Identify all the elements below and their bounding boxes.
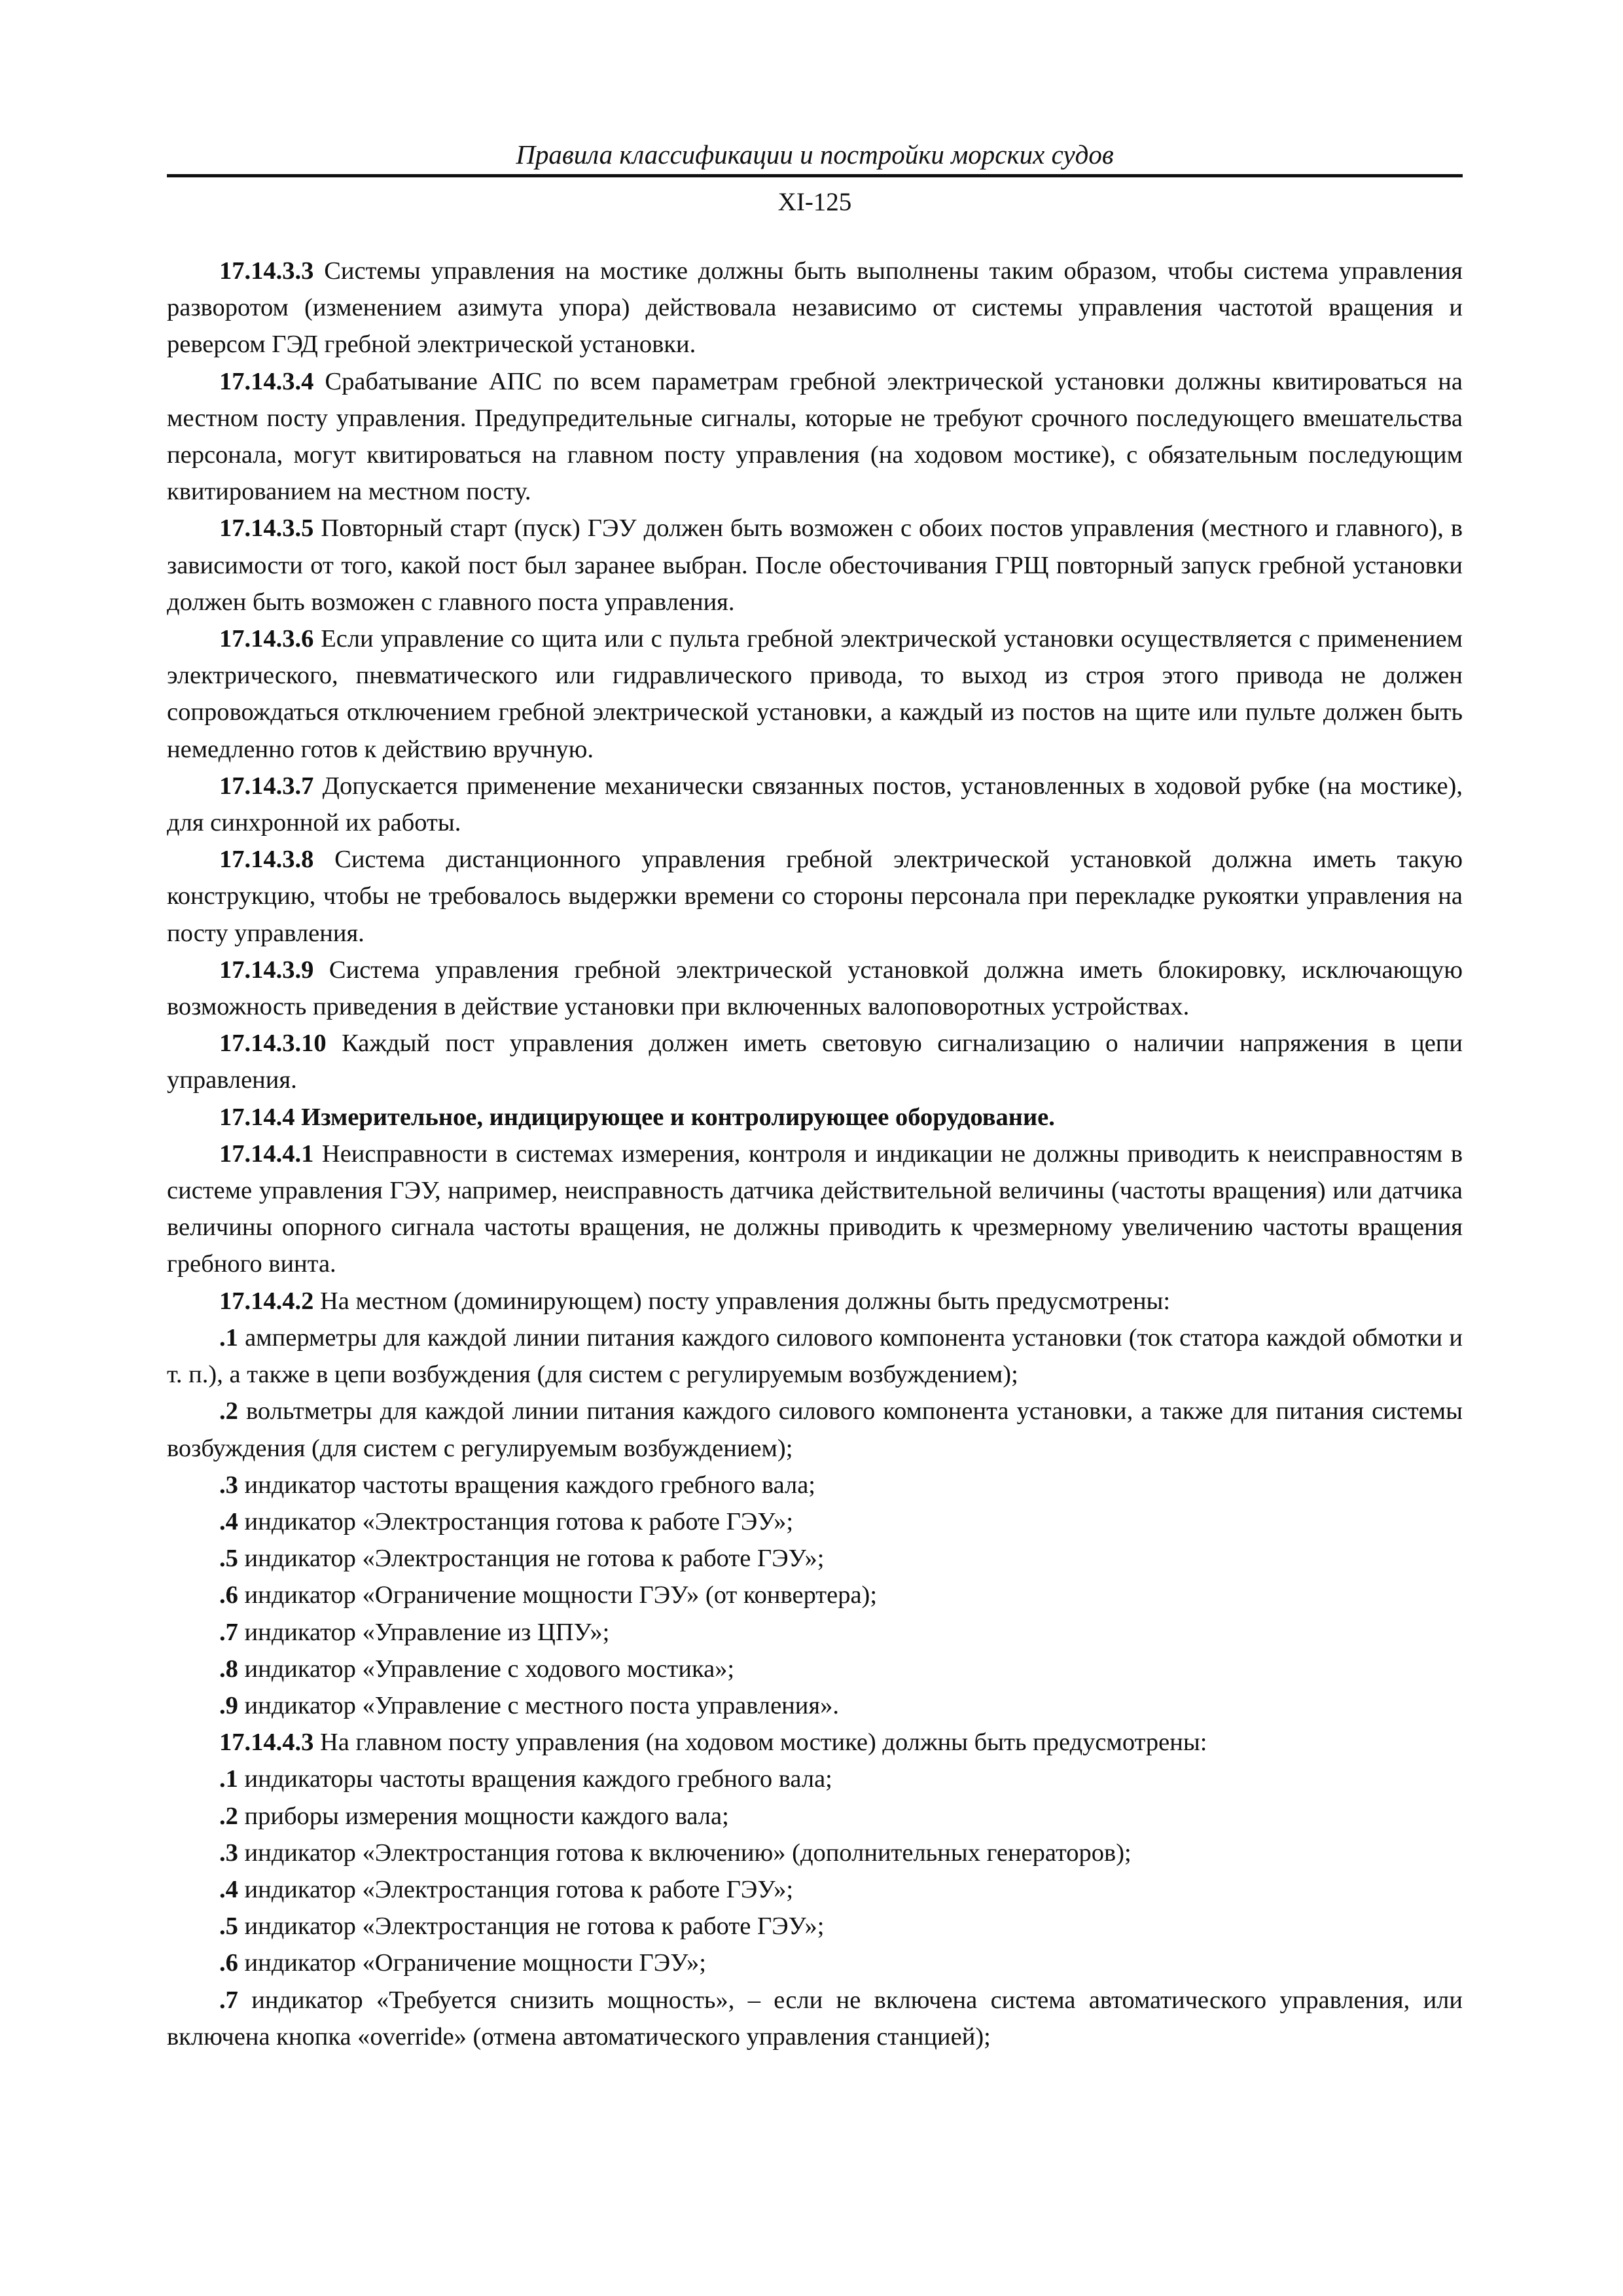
clause-number: .4: [219, 1875, 238, 1903]
clause-number: .3: [219, 1471, 238, 1499]
clause-number: .6: [219, 1581, 238, 1609]
clause-number: .6: [219, 1949, 238, 1977]
clause-number: 17.14.4.2: [219, 1287, 314, 1315]
clause-paragraph: [167, 841, 1463, 952]
clause-text: индикатор «Ограничение мощности ГЭУ»;: [238, 1949, 706, 1977]
clause-text: Повторный старт (пуск) ГЭУ должен быть возможен с обоих постов управления (местного и главного), в зависимости от того, какой пост был заранее выбран. После обесточивания ГРЩ повторный запуск гребной установки должен быть возможен с главного поста управления.: [167, 514, 1463, 616]
clause-number: 17.14.3.10: [219, 1030, 327, 1058]
clause-paragraph: [167, 1651, 1463, 1687]
clause-paragraph: [167, 1283, 1463, 1319]
clause-text: Система управления гребной электрической установкой должна иметь блокировку, исключающую возможность приведения в действие установки при включенных валоповоротных устройствах.: [167, 956, 1463, 1021]
clause-number: 17.14.4.1: [219, 1139, 314, 1168]
clause-number: 17.14.3.7: [219, 772, 314, 800]
clause-number: .5: [219, 1912, 238, 1941]
clause-text: Допускается применение механически связанных постов, установленных в ходовой рубке (на мостике), для синхронной их работы.: [167, 772, 1463, 837]
clause-text: индикатор частоты вращения каждого гребного вала;: [238, 1471, 815, 1499]
clause-number: 17.14.3.6: [219, 625, 314, 653]
clause-number: 17.14.4: [219, 1103, 295, 1131]
clause-paragraph: [167, 620, 1463, 768]
clause-paragraph: [167, 1393, 1463, 1466]
clause-text: На главном посту управления (на ходовом мостике) должны быть предусмотрены:: [313, 1729, 1207, 1757]
clause-number: .4: [219, 1507, 238, 1535]
clause-paragraph: [167, 1503, 1463, 1540]
clause-paragraph: [167, 510, 1463, 620]
clause-number: .2: [219, 1802, 238, 1830]
clause-text: приборы измерения мощности каждого вала;: [238, 1802, 729, 1830]
clause-paragraph: [167, 1136, 1463, 1283]
clause-text: Измерительное, индицирующее и контролирующее оборудование.: [294, 1103, 1055, 1131]
page-number: XI-125: [777, 188, 852, 216]
clause-text: индикатор «Требуется снизить мощность», – если не включена система автоматического управления, или включена кнопка «override» (отмена автоматического управления станцией);: [167, 1986, 1463, 2051]
clause-text: индикатор «Электростанция готова к работе ГЭУ»;: [238, 1507, 794, 1535]
clause-text: индикатор «Управление с ходового мостика»;: [238, 1655, 735, 1683]
clause-number: .2: [219, 1397, 238, 1426]
clause-paragraph: [167, 952, 1463, 1025]
clause-text: Неисправности в системах измерения, контроля и индикации не должны приводить к неисправностям в системе управления ГЭУ, например, неисправность датчика действительной величины (частоты вращения) или датчика величины опорного сигнала частоты вращения, не должны приводить к чрезмерному увеличению частоты вращения гребного винта.: [167, 1139, 1463, 1278]
clause-number: 17.14.3.8: [219, 846, 314, 874]
clause-paragraph: [167, 253, 1463, 363]
section-heading: [167, 1099, 1463, 1136]
header-rule: [167, 174, 1463, 177]
clause-paragraph: [167, 1540, 1463, 1577]
clause-paragraph: [167, 1945, 1463, 1981]
clause-paragraph: [167, 1614, 1463, 1651]
clause-paragraph: [167, 1982, 1463, 2055]
clause-number: .9: [219, 1691, 238, 1719]
clause-text: вольтметры для каждой линии питания каждого силового компонента установки, а также для питания системы возбуждения (для систем с регулируемым возбуждением);: [167, 1397, 1463, 1462]
clause-number: 17.14.3.4: [219, 367, 314, 395]
clause-number: .7: [219, 1986, 238, 2014]
clause-text: Каждый пост управления должен иметь световую сигнализацию о наличии напряжения в цепи управления.: [167, 1030, 1463, 1094]
clause-number: 17.14.4.3: [219, 1729, 314, 1757]
clause-text: индикатор «Электростанция готова к работе ГЭУ»;: [238, 1875, 794, 1903]
clause-number: .3: [219, 1839, 238, 1867]
clause-text: индикатор «Управление из ЦПУ»;: [238, 1618, 610, 1646]
clause-paragraph: [167, 1724, 1463, 1761]
clause-text: Системы управления на мостике должны быть выполнены таким образом, чтобы система управления разворотом (изменением азимута упора) действовала независимо от системы управления частотой вращения и реверсом ГЭД гребной электрической установки.: [167, 257, 1463, 359]
clause-paragraph: [167, 768, 1463, 841]
clause-paragraph: [167, 1761, 1463, 1797]
clause-number: .1: [219, 1323, 238, 1352]
clause-text: индикатор «Ограничение мощности ГЭУ» (от конвертера);: [238, 1581, 878, 1609]
clause-number: .7: [219, 1618, 238, 1646]
clause-paragraph: [167, 1835, 1463, 1871]
clause-text: Если управление со щита или с пульта гребной электрической установки осуществляется с применением электрического, пневматического или гидравлического привода, то выход из строя этого привода не должен сопровождаться отключением гребной электрической установки, а каждый из постов на щите или пульте должен быть немедленно готов к действию вручную.: [167, 625, 1463, 763]
clause-text: индикатор «Электростанция не готова к работе ГЭУ»;: [238, 1545, 825, 1573]
clause-text: индикатор «Электростанция готова к включению» (дополнительных генераторов);: [238, 1839, 1132, 1867]
clause-paragraph: [167, 1908, 1463, 1945]
clause-number: .1: [219, 1765, 238, 1793]
clause-text: На местном (доминирующем) посту управления должны быть предусмотрены:: [313, 1287, 1171, 1315]
clause-number: 17.14.3.5: [219, 514, 314, 543]
running-title: Правила классификации и постройки морских судов: [516, 139, 1114, 170]
clause-paragraph: [167, 1871, 1463, 1908]
document-body: [167, 253, 1463, 2055]
clause-number: .8: [219, 1655, 238, 1683]
clause-paragraph: [167, 1687, 1463, 1724]
clause-number: 17.14.3.3: [219, 257, 314, 285]
clause-paragraph: [167, 1798, 1463, 1835]
clause-number: .5: [219, 1545, 238, 1573]
clause-paragraph: [167, 1025, 1463, 1098]
clause-paragraph: [167, 363, 1463, 511]
clause-text: индикатор «Управление с местного поста управления».: [238, 1691, 839, 1719]
clause-text: индикаторы частоты вращения каждого гребного вала;: [238, 1765, 832, 1793]
clause-paragraph: [167, 1467, 1463, 1503]
clause-text: амперметры для каждой линии питания каждого силового компонента установки (ток статора каждой обмотки и т. п.), а также в цепи возбуждения (для систем с регулируемым возбуждением);: [167, 1323, 1463, 1389]
clause-paragraph: [167, 1577, 1463, 1613]
clause-number: 17.14.3.9: [219, 956, 314, 984]
clause-paragraph: [167, 1319, 1463, 1393]
clause-text: Срабатывание АПС по всем параметрам гребной электрической установки должны квитироваться на местном посту управления. Предупредительные сигналы, которые не требуют срочного последующего вмешательства персонала, могут квитироваться на главном посту управления (на ходовом мостике), с обязательным последующим квитированием на местном посту.: [167, 367, 1463, 506]
clause-text: Система дистанционного управления гребной электрической установкой должна иметь такую конструкцию, чтобы не требовалось выдержки времени со стороны персонала при перекладке рукоятки управления на посту управления.: [167, 846, 1463, 947]
clause-text: индикатор «Электростанция не готова к работе ГЭУ»;: [238, 1912, 825, 1941]
